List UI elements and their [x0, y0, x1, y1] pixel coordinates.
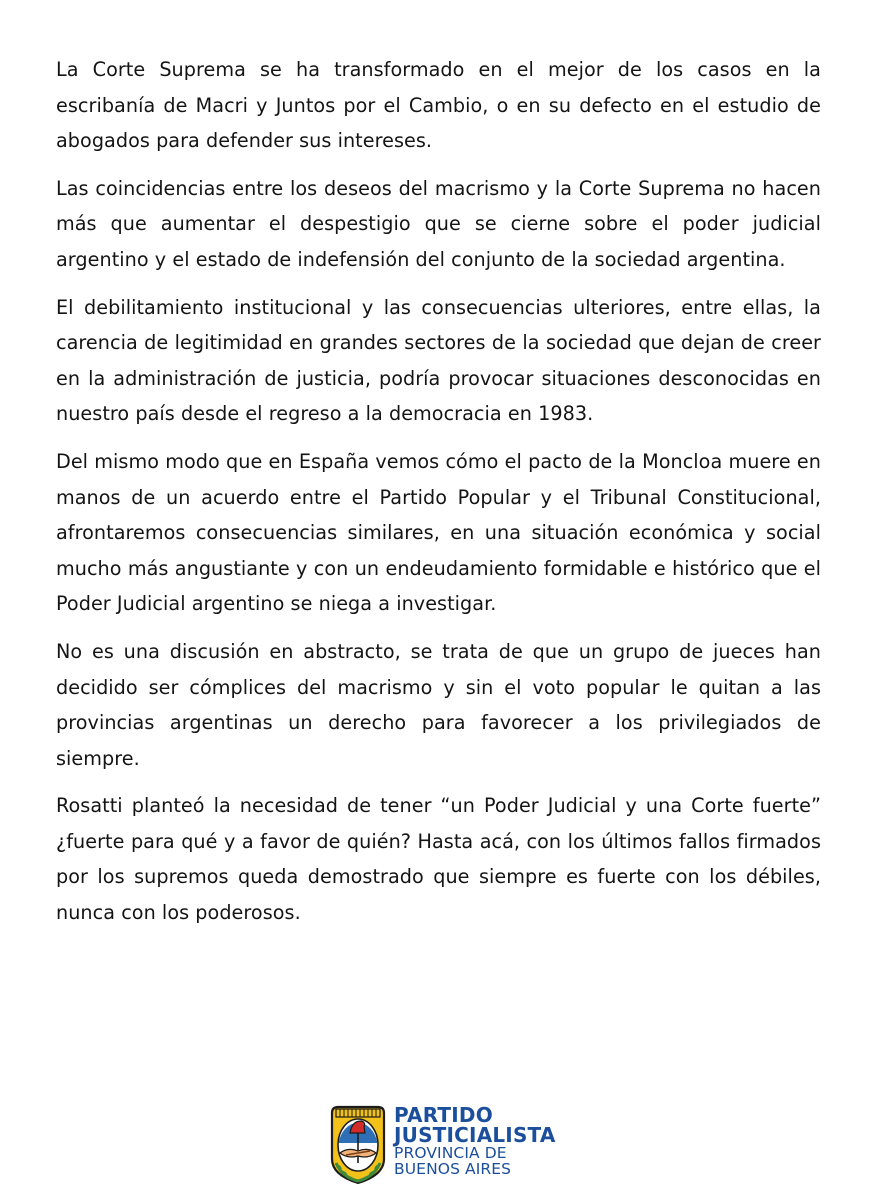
- paragraph: Rosatti planteó la necesidad de tener “un Poder Judicial y una Corte fuerte” ¿fuerte para qué y a favor de quién? Hasta acá, con los últimos fallos firmados por los supremos queda demostrado que siempre es fuerte con los débiles, nunca con los poderosos.: [56, 794, 821, 925]
- document-body: [56, 52, 821, 943]
- paragraph: No es una discusión en abstracto, se trata de que un grupo de jueces han decidido ser cómplices del macrismo y sin el voto popular le quitan a las provincias argentinas un derecho para favorecer a los privilegiados de siempre.: [56, 639, 821, 770]
- paragraph: La Corte Suprema se ha transformado en el mejor de los casos en la escribanía de Macri y Juntos por el Cambio, o en su defecto en el estudio de abogados para defender sus intereses.: [56, 58, 821, 153]
- party-name-line2: JUSTICIALISTA: [394, 1123, 556, 1147]
- province-line2: BUENOS AIRES: [394, 1160, 512, 1178]
- party-name-line1: PARTIDO: [394, 1103, 493, 1127]
- paragraph: Del mismo modo que en España vemos cómo el pacto de la Moncloa muere en manos de un acuerdo entre el Partido Popular y el Tribunal Constitucional, afrontaremos consecuencias similares, en una situación económica y social mucho más angustiante y con un endeudamiento formidable e histórico que el Poder Judicial argentino se niega a investigar.: [56, 449, 821, 616]
- peronist-shield-icon: [328, 1103, 388, 1185]
- party-name: [394, 1105, 556, 1177]
- province-line1: PROVINCIA DE: [394, 1144, 507, 1162]
- paragraph: Las coincidencias entre los deseos del macrismo y la Corte Suprema no hacen más que aumentar el despestigio que se cierne sobre el poder judicial argentino y el estado de indefensión del conjunto de la sociedad argentina.: [56, 176, 821, 271]
- party-logo: [328, 1103, 568, 1185]
- paragraph: El debilitamiento institucional y las consecuencias ulteriores, entre ellas, la carencia de legitimidad en grandes sectores de la sociedad que dejan de creer en la administración de justicia, podría provocar situaciones desconocidas en nuestro país desde el regreso a la democracia en 1983.: [56, 295, 821, 426]
